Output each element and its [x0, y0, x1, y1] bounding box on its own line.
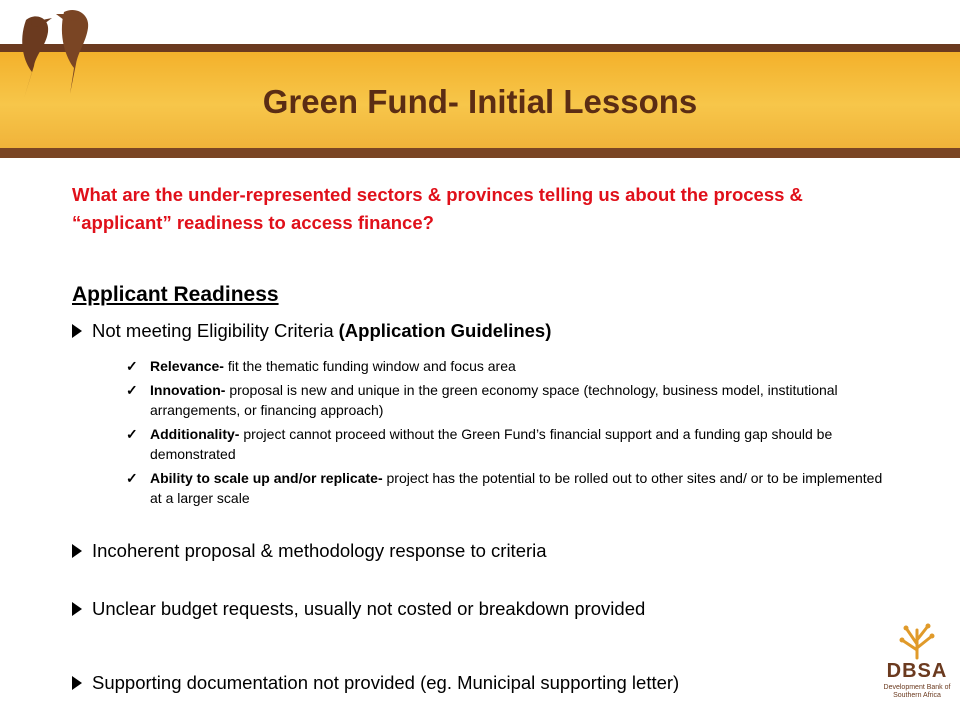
list-item	[126, 380, 886, 420]
logo-subtitle: Development Bank of Southern Africa	[883, 684, 951, 699]
bullet-budget	[72, 598, 645, 620]
checkmark-icon: ✓	[126, 426, 138, 442]
criteria-list	[126, 356, 886, 512]
banner-top-stripe	[0, 44, 960, 52]
bullet-strong: (Application Guidelines)	[338, 320, 552, 341]
criteria-desc: project cannot proceed without the Green Fund’s financial support and a funding gap should be demonstrated	[150, 426, 833, 462]
bullet-text: Not meeting Eligibility Criteria	[92, 320, 334, 341]
bullet-eligibility	[72, 320, 551, 342]
criteria-desc: project has the potential to be rolled out to other sites and/ or to be implemented at a larger scale	[150, 470, 883, 506]
list-item	[126, 468, 886, 508]
list-item	[126, 356, 886, 376]
bullet-incoherent	[72, 540, 547, 562]
arrow-bullet-icon	[72, 324, 82, 338]
criteria-term: Additionality-	[150, 426, 240, 442]
criteria-term: Innovation-	[150, 382, 226, 398]
criteria-term: Ability to scale up and/or replicate-	[150, 470, 383, 486]
lead-question: What are the under-represented sectors & provinces telling us about the process & “applicant” readiness to access finance?	[72, 184, 803, 233]
section-heading: Applicant Readiness	[72, 283, 279, 306]
bullet-text: Incoherent proposal & methodology response to criteria	[92, 540, 547, 561]
bullet-text: Unclear budget requests, usually not costed or breakdown provided	[92, 598, 646, 619]
criteria-desc: fit the thematic funding window and focus area	[223, 358, 516, 374]
list-item	[126, 424, 886, 464]
criteria-term: Relevance-	[150, 358, 224, 374]
page-title: Green Fund- Initial Lessons	[262, 83, 698, 120]
arrow-bullet-icon	[72, 602, 82, 616]
logo-name: DBSA	[886, 660, 948, 682]
bullet-text: Supporting documentation not provided (eg. Municipal supporting letter)	[92, 672, 680, 693]
arrow-bullet-icon	[72, 544, 82, 558]
arrow-bullet-icon	[72, 676, 82, 690]
banner-bottom-stripe	[0, 148, 960, 158]
criteria-desc: proposal is new and unique in the green economy space (technology, business model, institutional arrangements, or financing approach)	[150, 382, 838, 418]
checkmark-icon: ✓	[126, 382, 138, 398]
checkmark-icon: ✓	[126, 358, 138, 374]
checkmark-icon: ✓	[126, 470, 138, 486]
bullet-documentation	[72, 672, 679, 694]
